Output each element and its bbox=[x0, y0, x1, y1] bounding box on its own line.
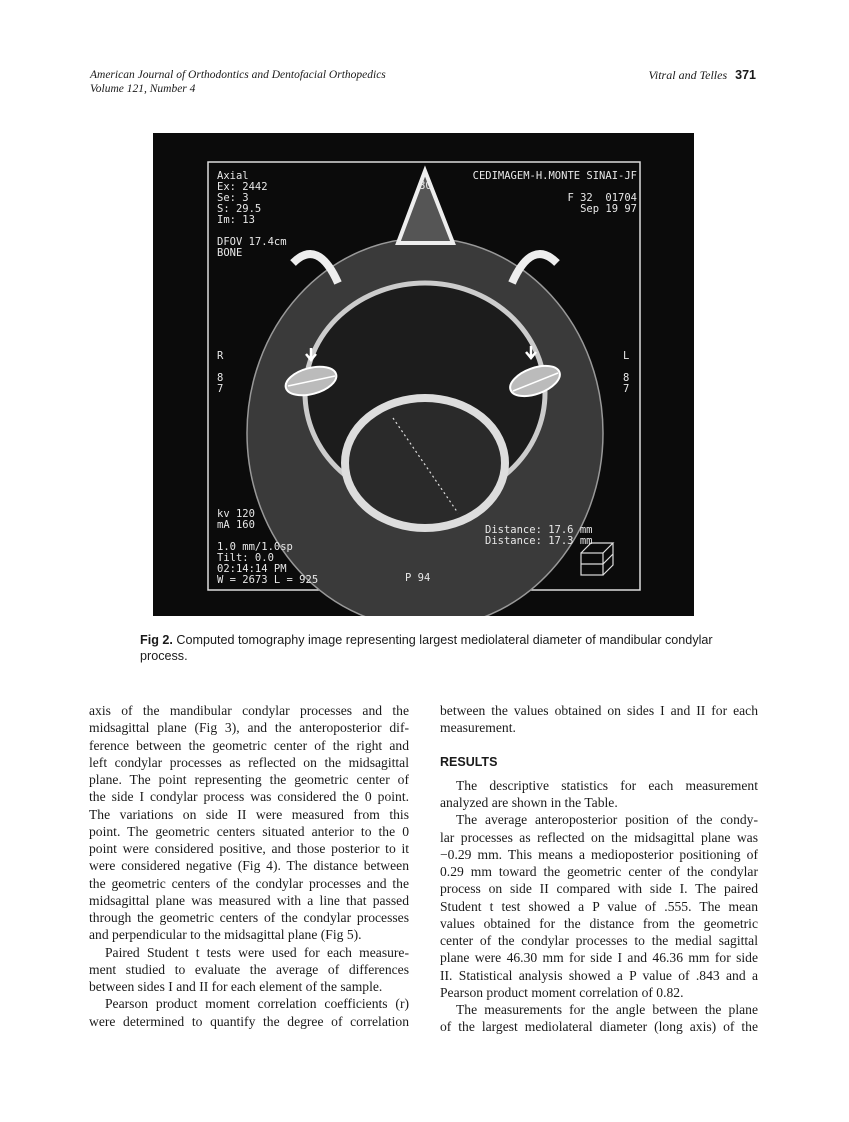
paragraph-line: midsagittal plane (Fig 3), and the anteroposterior dif- bbox=[89, 720, 409, 736]
paragraph-line: ment studied to evaluate the average of differences bbox=[89, 961, 409, 977]
paragraph-line: the geometric centers of the condylar processes and the bbox=[89, 875, 409, 891]
paragraph-line: Pearson product moment correlation coefficients (r) bbox=[105, 996, 409, 1012]
orientation-cube-icon bbox=[581, 543, 613, 575]
overlay-side-right-marker: R 8 7 bbox=[217, 350, 224, 395]
paragraph-line: lar processes as reflected on the midsagittal plane was bbox=[440, 829, 758, 845]
body-column-right bbox=[440, 702, 758, 1036]
running-authors: Vitral and Telles bbox=[648, 68, 728, 82]
paragraph-line: plane were 46.30 mm for side I and 46.36 mm for side bbox=[440, 950, 758, 966]
overlay-top-center: 80 bbox=[419, 180, 432, 192]
ct-scan-figure bbox=[153, 133, 694, 616]
overlay-bottom-left: kv 120 mA 160 1.0 mm/1.0sp Tilt: 0.0 02:14:14 PM W = 2673 L = 925 bbox=[217, 508, 319, 586]
page-number: 371 bbox=[735, 68, 756, 82]
paragraph-line: were determined to quantify the degree of correlation bbox=[89, 1013, 409, 1029]
paragraph-line: of the largest mediolateral diameter (long axis) of the bbox=[440, 1019, 758, 1035]
paragraph-line: left condylar processes as reflected on the midsagittal bbox=[89, 754, 409, 770]
paragraph-line: ference between the geometric center of the right and bbox=[89, 737, 409, 753]
figure-caption bbox=[140, 632, 720, 664]
paragraph-line: center of the condylar processes to the medial sagittal bbox=[440, 933, 758, 948]
overlay-distances: Distance: 17.6 mm Distance: 17.3 mm bbox=[485, 524, 593, 547]
paragraph-line: values obtained for the distance from the geometric bbox=[440, 915, 758, 931]
caption-text: Computed tomography image representing largest mediolateral diameter of mandibular condylar process. bbox=[140, 633, 713, 663]
paragraph-line: analyzed are shown in the Table. bbox=[440, 795, 618, 810]
paragraph-line: plane. The point representing the geometric center of bbox=[89, 772, 409, 787]
paragraph-line: process on side II compared with side I. The paired bbox=[440, 881, 758, 897]
paragraph-line: II. Statistical analysis showed a P value of .843 and a bbox=[440, 967, 758, 983]
paragraph-line: were considered negative (Fig 4). The distance between bbox=[89, 858, 409, 874]
overlay-bottom-center: P 94 bbox=[405, 572, 431, 584]
paragraph-line: 0.29 mm toward the geometric center of the condylar bbox=[440, 864, 758, 879]
paragraph-line: Pearson product moment correlation of 0.82. bbox=[440, 984, 684, 1000]
paragraph-line: between the values obtained on sides I and II for each bbox=[440, 703, 758, 718]
paragraph-line: the side I condylar process was considered the 0 point. bbox=[89, 789, 409, 805]
paragraph-line: The measurements for the angle between the plane bbox=[456, 1002, 758, 1017]
paragraph-line: midsagittal plane was measured with a line that passed bbox=[89, 892, 409, 908]
paragraph-line: measurement. bbox=[440, 720, 516, 736]
overlay-top-right: CEDIMAGEM-H.MONTE SINAI-JF F 32 01704 Sep 19 97 bbox=[472, 170, 637, 215]
paragraph-line: through the geometric centers of the condylar processes bbox=[89, 910, 409, 925]
overlay-top-left: Axial Ex: 2442 Se: 3 S: 29.5 Im: 13 DFOV 17.4cm BONE bbox=[217, 170, 287, 259]
caption-label: Fig 2. bbox=[140, 633, 173, 647]
section-heading-results: RESULTS bbox=[440, 754, 498, 769]
paragraph-line: The average anteroposterior position of the condy- bbox=[456, 812, 758, 828]
paragraph-line: axis of the mandibular condylar processes and the bbox=[89, 703, 409, 718]
paragraph-line: Student t test showed a P value of .555. The mean bbox=[440, 898, 758, 914]
paragraph-line: The variations on side II were measured from this bbox=[89, 806, 409, 822]
paragraph-line: and perpendicular to the midsagittal plane (Fig 5). bbox=[89, 927, 362, 943]
posterior-fossa bbox=[345, 398, 505, 528]
journal-title: American Journal of Orthodontics and Dentofacial Orthopedics bbox=[90, 69, 386, 81]
paragraph-line: point. The geometric centers situated anterior to the 0 bbox=[89, 823, 409, 839]
paragraph-line: Paired Student t tests were used for each measure- bbox=[105, 944, 409, 960]
overlay-side-left-marker: L 8 7 bbox=[623, 350, 630, 395]
body-column-left bbox=[89, 702, 409, 1030]
journal-volume: Volume 121, Number 4 bbox=[90, 83, 196, 95]
paragraph-line: point were considered positive, and those posterior to it bbox=[89, 841, 409, 856]
running-header-right bbox=[648, 68, 756, 83]
running-header-journal bbox=[90, 68, 386, 96]
paragraph-line: −0.29 mm. This means a medioposterior positioning of bbox=[440, 846, 758, 862]
paragraph-line: The descriptive statistics for each measurement bbox=[456, 777, 758, 793]
paragraph-line: between sides I and II for each element of the sample. bbox=[89, 979, 383, 994]
